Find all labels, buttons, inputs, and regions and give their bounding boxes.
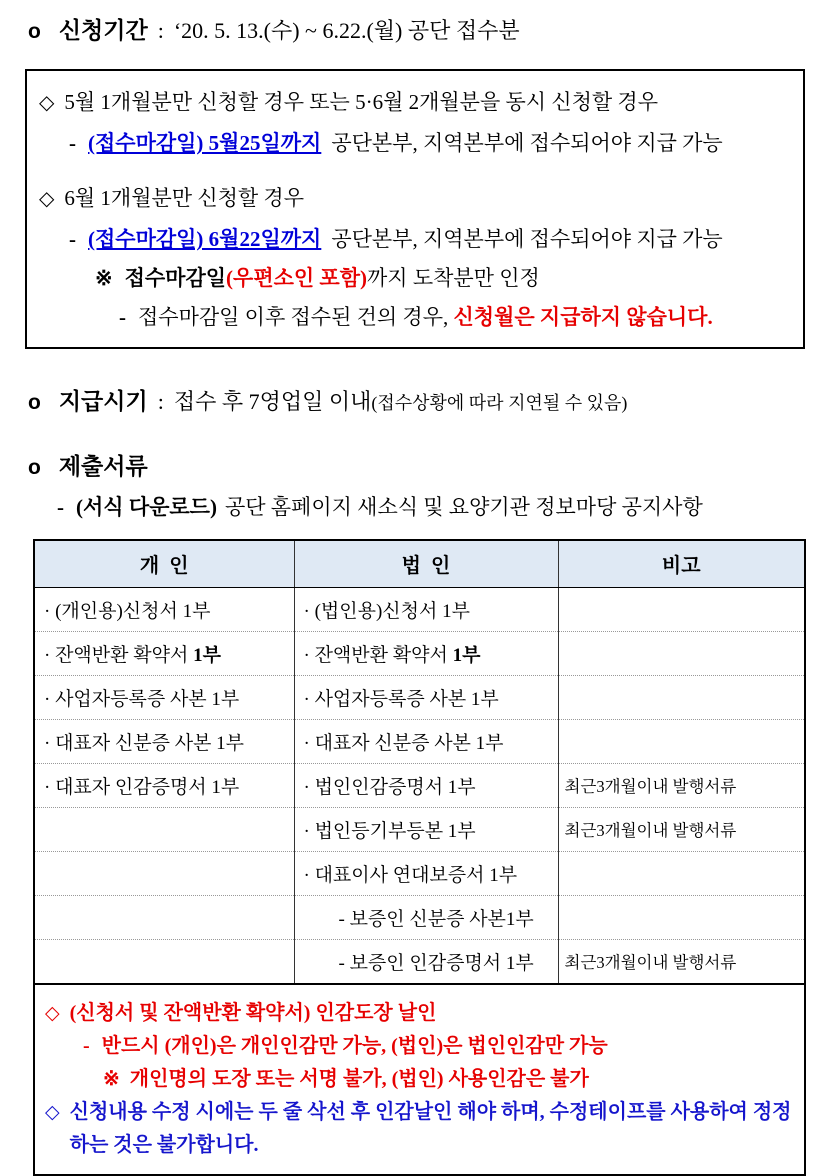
late-submission-line (39, 302, 793, 333)
cell-remark (558, 895, 804, 939)
cell-individual: · (개인용)신청서 1부 (35, 587, 294, 631)
postmark-note-line (39, 263, 793, 294)
case1-rest: 공단본부, 지역본부에 접수되어야 지급 가능 (331, 131, 723, 155)
cell-individual (35, 895, 294, 939)
correction-rule-line (45, 1096, 794, 1162)
table-row (35, 807, 804, 851)
separator: : (157, 389, 164, 414)
cell-corporate: · (법인용)신청서 1부 (294, 587, 558, 631)
late-warning: 신청월은 지급하지 않습니다. (453, 305, 713, 329)
cell-corporate: · 사업자등록증 사본 1부 (294, 675, 558, 719)
table-row (35, 719, 804, 763)
correction-rule-text: 신청내용 수정 시에는 두 줄 삭선 후 인감날인 해야 하며, 수정테이프를 사용하여 정정하는 것은 불가합니다. (69, 1101, 792, 1156)
cell-corporate: - 보증인 신분증 사본1부 (294, 895, 558, 939)
table-row (35, 631, 804, 675)
cell-text: · 잔액반환 확약서 (303, 644, 453, 666)
dash-marker: - (57, 495, 64, 519)
cell-remark (558, 851, 804, 895)
apply-period-heading (0, 0, 828, 45)
postmark-red: (우편소인 포함) (226, 266, 367, 290)
table-footnotes (35, 983, 804, 1174)
seal-title-text: (신청서 및 잔액반환 확약서) 인감도장 날인 (69, 1002, 437, 1024)
table-row (35, 851, 804, 895)
seal-rule-text: 반드시 (개인)은 개인인감만 가능, (법인)은 법인인감만 가능 (101, 1035, 608, 1057)
case1-line (39, 87, 793, 119)
cell-individual (35, 631, 294, 675)
documents-label: 제출서류 (58, 454, 148, 479)
case1-detail-line (39, 128, 793, 159)
documents-heading (0, 448, 828, 481)
case2-detail-line (39, 224, 793, 255)
seal-title-line (45, 997, 794, 1030)
table-row (35, 763, 804, 807)
bullet-marker: o (28, 391, 41, 414)
postmark-prefix: 접수마감일 (124, 266, 227, 290)
column-header-corporate: 법 인 (294, 541, 558, 587)
reference-mark: ※ (95, 266, 113, 290)
documents-table-container (33, 539, 806, 1176)
postmark-suffix: 까지 도착분만 인정 (367, 266, 540, 290)
apply-period-value: ‘20. 5. 13.(수) ~ 6.22.(월) 공단 접수분 (173, 18, 520, 43)
cell-remark (558, 719, 804, 763)
payment-timing-note: (접수상황에 따라 지연될 수 있음) (371, 393, 628, 413)
cell-individual: · 사업자등록증 사본 1부 (35, 675, 294, 719)
reference-mark: ※ (103, 1068, 120, 1090)
diamond-icon: ◇ (39, 188, 55, 210)
diamond-icon: ◇ (45, 1003, 60, 1024)
case2-line (39, 183, 793, 215)
apply-period-label: 신청기간 (58, 18, 148, 43)
cell-corporate (294, 631, 558, 675)
form-download-rest: 공단 홈페이지 새소식 및 요양기관 정보마당 공지사항 (224, 495, 703, 519)
dash-marker: - (69, 131, 76, 155)
cell-remark: 최근3개월이내 발행서류 (558, 763, 804, 807)
cell-remark: 최근3개월이내 발행서류 (558, 939, 804, 983)
documents-table (35, 541, 804, 983)
cell-remark (558, 631, 804, 675)
cell-corporate: · 법인등기부등본 1부 (294, 807, 558, 851)
cell-corporate: · 대표이사 연대보증서 1부 (294, 851, 558, 895)
cell-corporate: - 보증인 인감증명서 1부 (294, 939, 558, 983)
table-row (35, 895, 804, 939)
cell-remark (558, 587, 804, 631)
payment-timing-value: 접수 후 7영업일 이내 (173, 389, 372, 414)
cell-individual (35, 939, 294, 983)
seal-warning-text: 개인명의 도장 또는 서명 불가, (법인) 사용인감은 불가 (129, 1068, 589, 1090)
cell-remark (558, 675, 804, 719)
dash-marker: - (119, 305, 126, 329)
table-row (35, 675, 804, 719)
seal-rule-line (45, 1030, 794, 1063)
seal-warning-line (45, 1063, 794, 1096)
cell-count: 1부 (452, 644, 481, 666)
column-header-individual: 개 인 (35, 541, 294, 587)
bullet-marker: o (28, 456, 41, 479)
late-prefix: 접수마감일 이후 접수된 건의 경우, (138, 305, 454, 329)
dash-marker: - (83, 1035, 90, 1057)
cell-count: 1부 (193, 644, 221, 666)
cell-individual (35, 851, 294, 895)
payment-timing-label: 지급시기 (58, 389, 148, 414)
diamond-icon: ◇ (39, 92, 55, 114)
dash-marker: - (69, 227, 76, 251)
case1-text: 5월 1개월분만 신청할 경우 또는 5·6월 2개월분을 동시 신청할 경우 (64, 90, 658, 114)
table-row (35, 587, 804, 631)
cell-corporate: · 법인인감증명서 1부 (294, 763, 558, 807)
separator: : (157, 18, 164, 43)
table-header-row (35, 541, 804, 587)
case2-rest: 공단본부, 지역본부에 접수되어야 지급 가능 (331, 227, 723, 251)
case2-deadline: (접수마감일) 6월22일까지 (88, 227, 322, 251)
cell-individual (35, 807, 294, 851)
payment-timing-heading (0, 383, 828, 416)
case2-text: 6월 1개월분만 신청할 경우 (64, 186, 304, 210)
deadline-notice-box (25, 69, 805, 349)
cell-corporate: · 대표자 신분증 사본 1부 (294, 719, 558, 763)
bullet-marker: o (28, 20, 41, 43)
cell-remark: 최근3개월이내 발행서류 (558, 807, 804, 851)
table-row (35, 939, 804, 983)
case1-deadline: (접수마감일) 5월25일까지 (88, 131, 322, 155)
form-download-label: (서식 다운로드) (76, 495, 217, 519)
cell-individual: · 대표자 인감증명서 1부 (35, 763, 294, 807)
column-header-remark: 비고 (558, 541, 804, 587)
form-download-line (0, 491, 828, 521)
cell-individual: · 대표자 신분증 사본 1부 (35, 719, 294, 763)
cell-text: · 잔액반환 확약서 (44, 644, 194, 666)
diamond-icon: ◇ (45, 1102, 60, 1123)
